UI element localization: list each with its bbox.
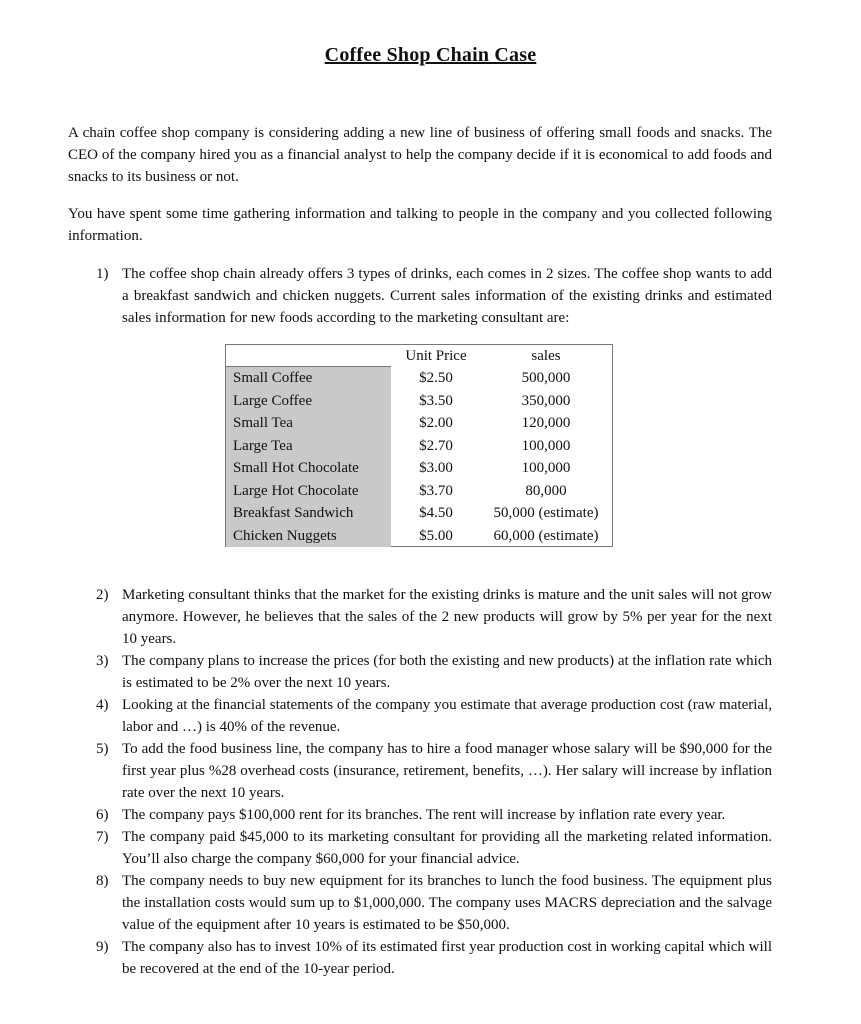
list-item-text: Looking at the financial statements of the company you estimate that average production cost (raw material, labor and …) is 40% of the revenue. (122, 697, 772, 735)
list-item-number: 3) (96, 653, 109, 669)
list-item-text: Marketing consultant thinks that the market for the existing drinks is mature and the unit sales will not grow anymore. However, he believes that the sales of the 2 new products will grow by 5% per year for the next 10 years. (122, 587, 772, 647)
numbered-list-part-1 (68, 263, 772, 329)
sales-table (225, 344, 613, 547)
table-row (226, 367, 612, 389)
sales-value: 350,000 (521, 392, 571, 409)
list-item-text: The company pays $100,000 rent for its branches. The rent will increase by inflation rate every year. (122, 807, 726, 823)
list-item-text: To add the food business line, the company has to hire a food manager whose salary will be $90,000 for the first year plus %28 overhead costs (insurance, retirement, benefits, …). Her salary will increase by inflation rate over the next 10 years. (122, 741, 772, 801)
sales-value: 60,000 (estimate) (493, 527, 599, 544)
list-item (68, 738, 772, 804)
product-name: Chicken Nuggets (233, 527, 337, 544)
sales-value: 100,000 (521, 460, 571, 476)
list-item-text: The company needs to buy new equipment for its branches to lunch the food business. The equipment plus the installation costs would sum up to $1,000,000. The company uses MACRS depreciation and the salvage value of the equipment after 10 years is estimated to be $50,000. (122, 873, 772, 933)
table-row (226, 525, 612, 547)
sales-value: 50,000 (estimate) (493, 505, 599, 521)
product-name: Small Tea (233, 415, 293, 431)
unit-price: $4.50 (419, 505, 453, 521)
table-header-row (226, 345, 612, 367)
unit-price: $2.00 (419, 415, 453, 431)
unit-price: $3.50 (419, 392, 453, 409)
table-row (226, 457, 612, 479)
sales-value: 100,000 (521, 437, 571, 454)
list-item-number: 6) (96, 807, 109, 823)
product-name: Large Coffee (233, 392, 312, 409)
list-item-number: 9) (96, 939, 109, 955)
unit-price: $5.00 (419, 527, 453, 544)
list-item (68, 936, 772, 980)
info-paragraph: You have spent some time gathering information and talking to people in the company and you collected following information. (68, 206, 772, 244)
unit-price: $2.50 (419, 370, 453, 386)
list-item-text: The coffee shop chain already offers 3 types of drinks, each comes in 2 sizes. The coffee shop wants to add a breakfast sandwich and chicken nuggets. Current sales information of the existing drinks and estimated sales information for new foods according to the marketing consultant are: (122, 266, 772, 326)
header-sales: sales (531, 348, 561, 364)
list-item-number: 5) (96, 741, 109, 757)
list-item (68, 584, 772, 650)
sales-value: 500,000 (521, 370, 571, 386)
unit-price: $2.70 (419, 437, 453, 454)
unit-price: $3.70 (419, 482, 453, 499)
unit-price: $3.00 (419, 460, 453, 476)
table-row (226, 435, 612, 457)
header-unit-price: Unit Price (405, 348, 467, 364)
list-item (68, 870, 772, 936)
list-item (68, 694, 772, 738)
list-item (68, 804, 772, 826)
list-item-number: 2) (96, 587, 109, 603)
intro-paragraph: A chain coffee shop company is considering adding a new line of business of offering small foods and snacks. The CEO of the company hired you as a financial analyst to help the company decide if it is economical to add foods and snacks to its business or not. (68, 125, 772, 185)
table-row (226, 480, 612, 502)
list-item-text: The company also has to invest 10% of its estimated first year production cost in working capital which will be recovered at the end of the 10-year period. (122, 939, 772, 977)
product-name: Large Tea (233, 437, 293, 454)
list-item (68, 650, 772, 694)
sales-value: 80,000 (525, 482, 567, 499)
sales-value: 120,000 (521, 415, 571, 431)
list-item-number: 8) (96, 873, 109, 889)
list-item (68, 263, 772, 329)
list-item (68, 826, 772, 870)
numbered-list-part-2 (68, 584, 772, 980)
product-name: Small Hot Chocolate (233, 460, 359, 476)
list-item-number: 4) (96, 697, 109, 713)
table-row (226, 502, 612, 524)
list-item-number: 1) (96, 266, 109, 282)
list-item-number: 7) (96, 829, 109, 845)
table-row (226, 390, 612, 412)
product-name: Breakfast Sandwich (233, 505, 354, 521)
product-name: Small Coffee (233, 370, 313, 386)
page-title: Coffee Shop Chain Case (324, 44, 537, 66)
table-row (226, 412, 612, 434)
product-name: Large Hot Chocolate (233, 482, 359, 499)
list-item-text: The company plans to increase the prices (for both the existing and new products) at the inflation rate which is estimated to be 2% over the next 10 years. (122, 653, 772, 691)
list-item-text: The company paid $45,000 to its marketing consultant for providing all the marketing related information. You’ll also charge the company $60,000 for your financial advice. (122, 829, 772, 867)
